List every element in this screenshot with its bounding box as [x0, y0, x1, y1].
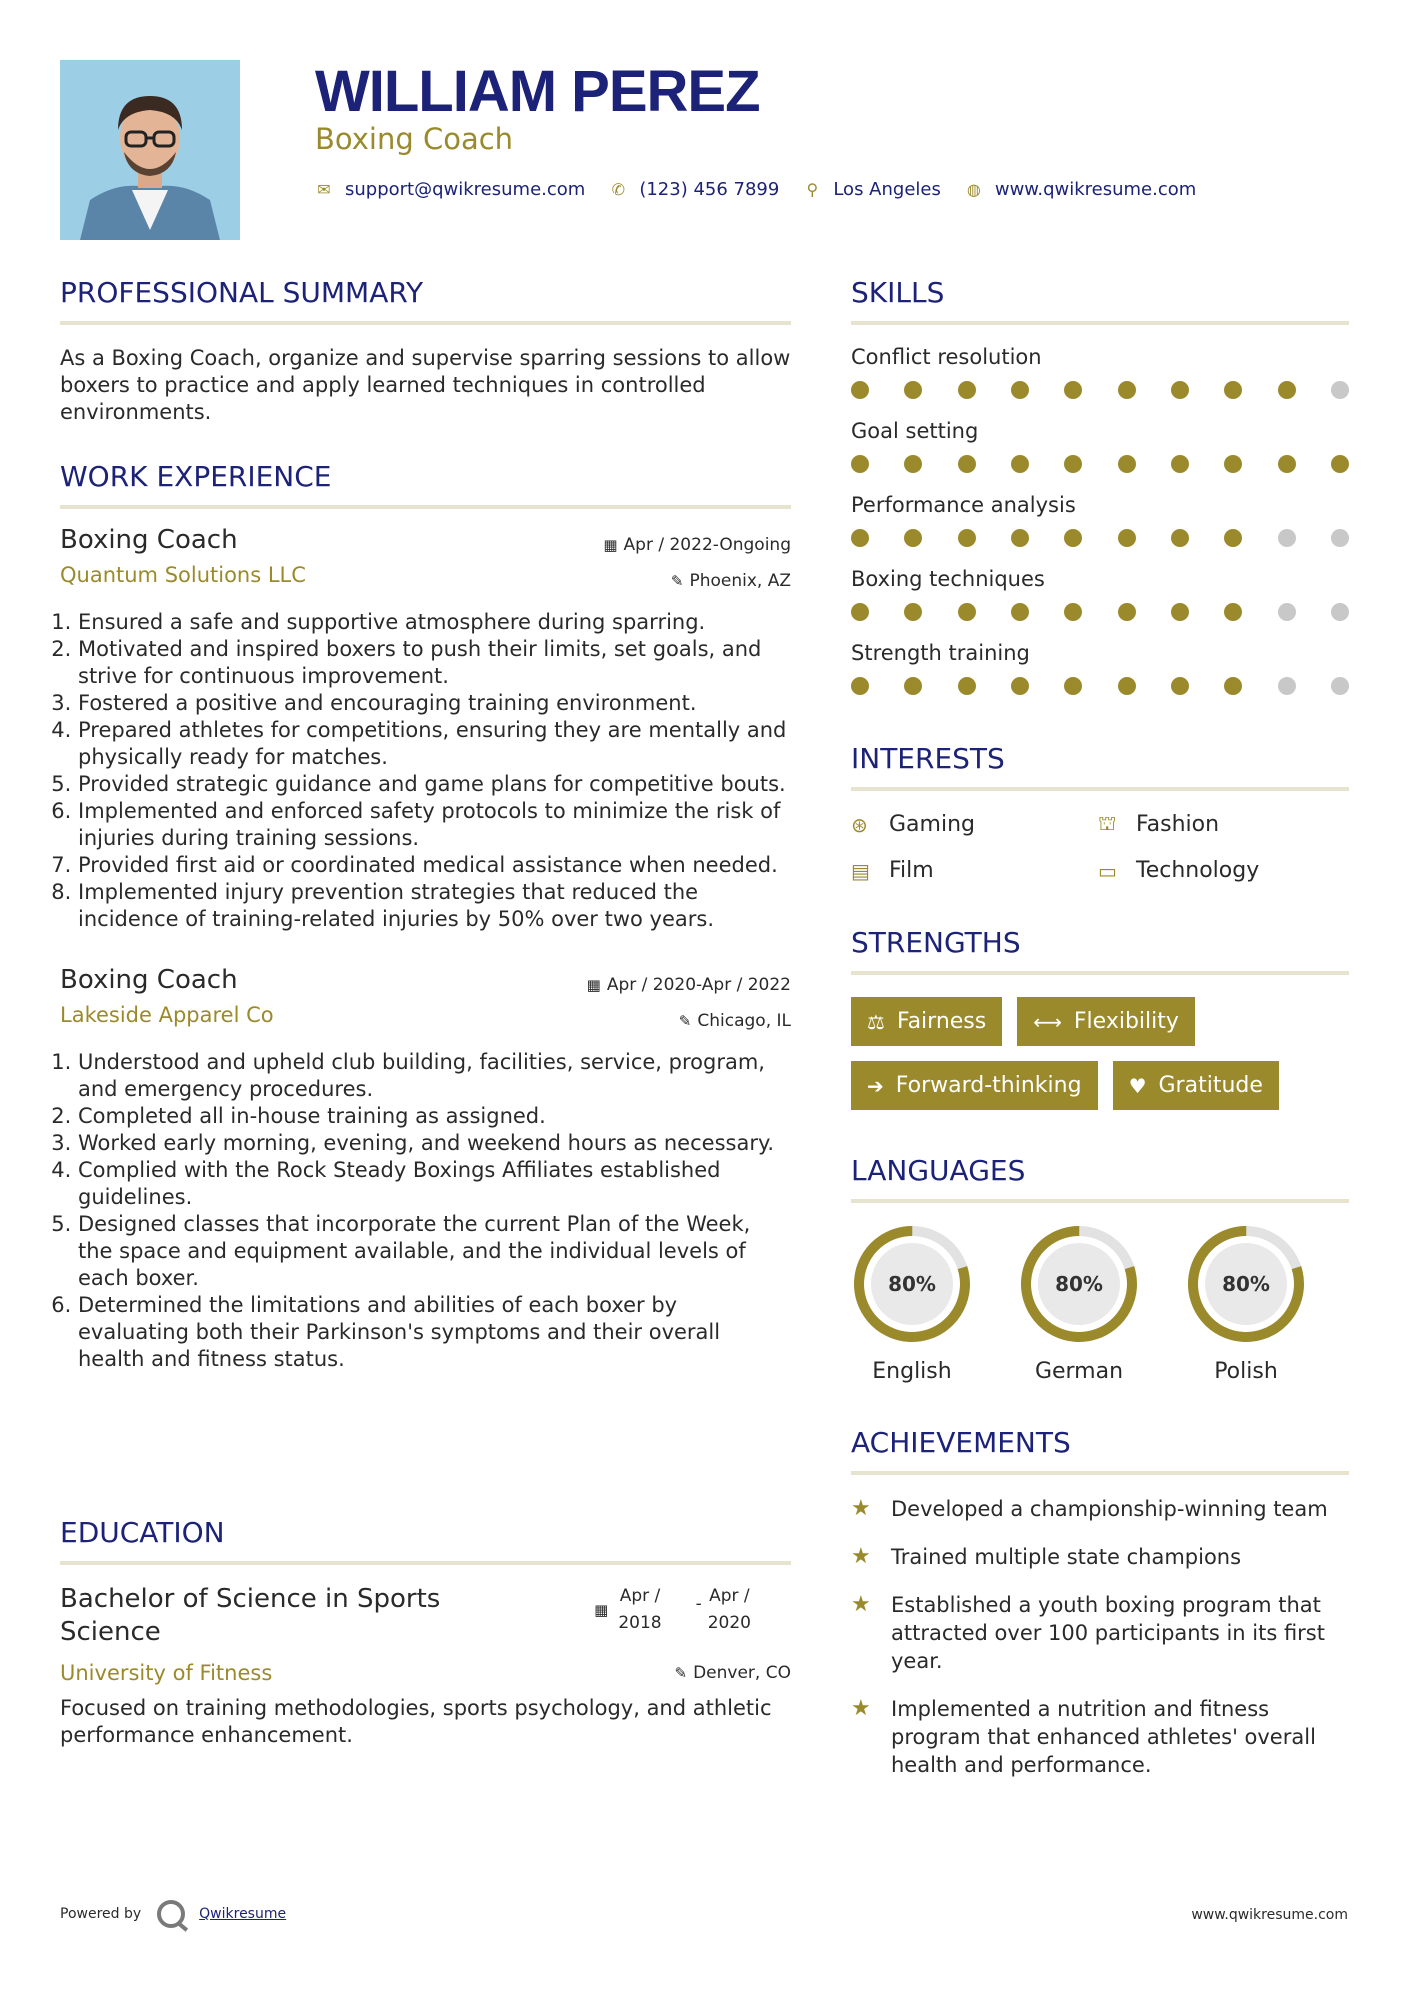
edu-end	[708, 1583, 751, 1637]
job-title: Boxing Coach	[60, 525, 238, 555]
skill-name: Strength training	[851, 641, 1030, 665]
education-text: Focused on training methodologies, sports psychology, and athletic performance enhancement.	[60, 1696, 772, 1747]
interest-item	[1098, 811, 1348, 838]
rating-dot-filled	[1011, 529, 1029, 547]
list-item: 6. Determined the limitations and abilities of each boxer by evaluating both their Parkinson's symptoms and their overall health and fitness status.	[78, 1292, 791, 1373]
summary-text: As a Boxing Coach, organize and supervise sparring sessions to allow boxers to practice and apply learned techniques in controlled environments.	[60, 346, 791, 424]
job-date-text: Apr / 2020-Apr / 2022	[606, 975, 791, 995]
qwikresume-logo-icon	[157, 1900, 185, 1928]
school-text: University of Fitness	[60, 1661, 273, 1685]
achievement-item	[851, 1543, 1349, 1571]
interest-label: Fashion	[1136, 812, 1220, 837]
strength-badges	[851, 997, 1349, 1110]
contact-website[interactable]: www.qwikresume.com	[994, 179, 1197, 200]
achievement-item	[851, 1495, 1349, 1523]
rating-dot-filled	[904, 529, 922, 547]
rating-dot-filled	[1118, 603, 1136, 621]
candidate-name: WILLIAM PEREZ	[315, 59, 760, 124]
contact-location: Los Angeles	[833, 179, 941, 200]
education-entry	[60, 1583, 791, 1749]
rating-dot-filled	[1224, 455, 1242, 473]
job-company: Quantum Solutions LLC	[60, 563, 306, 587]
arrows-horizontal-icon: ⟷	[1033, 1009, 1062, 1034]
rating-dot-filled	[1064, 677, 1082, 695]
job-location	[671, 571, 791, 591]
profile-photo	[60, 60, 240, 240]
languages-list	[851, 1223, 1349, 1384]
languages-section	[851, 1154, 1349, 1384]
achievement-text: Trained multiple state champions	[891, 1545, 1242, 1569]
language-percent: 80%	[888, 1272, 936, 1296]
school-name	[60, 1661, 791, 1685]
map-pin-icon: ⚲	[806, 180, 819, 199]
strength-badge	[851, 997, 1002, 1046]
skill-rating	[851, 677, 1349, 695]
section-title-achievements: ACHIEVEMENTS	[851, 1426, 1349, 1475]
contact-bar	[315, 179, 1220, 200]
rating-dot-empty	[1278, 603, 1296, 621]
rating-dot-empty	[1331, 603, 1349, 621]
job-date	[587, 975, 791, 995]
skill-name: Performance analysis	[851, 493, 1076, 517]
skill-name: Goal setting	[851, 419, 979, 443]
achievements-list	[851, 1495, 1349, 1779]
job-location	[679, 1011, 791, 1031]
rating-dot-empty	[1331, 381, 1349, 399]
interest-label: Technology	[1136, 858, 1260, 883]
calendar-icon: ▦	[603, 536, 618, 554]
edu-start	[618, 1583, 661, 1637]
list-item: 8. Implemented injury prevention strategies that reduced the incidence of training-related injuries by 50% over two years.	[78, 879, 791, 933]
job-date-text: Apr / 2022-Ongoing	[623, 535, 791, 555]
skills-list	[851, 345, 1349, 695]
list-item: 1. Understood and upheld club building, facilities, service, program, and emergency procedures.	[78, 1049, 791, 1103]
rating-dot-filled	[1171, 455, 1189, 473]
rating-dot-filled	[958, 677, 976, 695]
section-title-interests: INTERESTS	[851, 742, 1349, 791]
rating-dot-filled	[958, 381, 976, 399]
section-title-summary: PROFESSIONAL SUMMARY	[60, 276, 791, 325]
rating-dot-filled	[1118, 677, 1136, 695]
rating-dot-filled	[1064, 381, 1082, 399]
job-location-text: Chicago, IL	[697, 1011, 791, 1031]
interests-grid	[851, 811, 1349, 883]
skill-name: Conflict resolution	[851, 345, 1042, 369]
rating-dot-filled	[904, 455, 922, 473]
star-icon: ★	[851, 1544, 871, 1569]
rating-dot-empty	[1331, 529, 1349, 547]
rating-dot-empty	[1278, 529, 1296, 547]
star-icon: ★	[851, 1696, 871, 1721]
laptop-icon: ▭	[1098, 858, 1117, 883]
rating-dot-filled	[1224, 677, 1242, 695]
list-item: 7. Provided first aid or coordinated medical assistance when needed.	[78, 852, 791, 879]
degree-line: Bachelor of Science in Sports	[60, 1584, 441, 1614]
language-item	[1185, 1223, 1307, 1384]
rating-dot-filled	[1118, 529, 1136, 547]
rating-dot-filled	[1064, 603, 1082, 621]
rating-dot-filled	[851, 381, 869, 399]
rating-dot-filled	[1064, 455, 1082, 473]
powered-by-text: Powered by	[60, 1906, 142, 1922]
achievements-section	[851, 1426, 1349, 1779]
strength-badge	[1017, 997, 1195, 1046]
language-ring	[1018, 1223, 1140, 1345]
language-ring	[851, 1223, 973, 1345]
language-percent: 80%	[1055, 1272, 1103, 1296]
degree-line: Science	[60, 1617, 161, 1647]
footer-url[interactable]: www.qwikresume.com	[1191, 1907, 1348, 1923]
language-name: English	[872, 1359, 952, 1384]
list-item: 2. Motivated and inspired boxers to push their limits, set goals, and strive for continuous improvement.	[78, 636, 791, 690]
brand-link[interactable]: Qwikresume	[199, 1906, 287, 1922]
job-location-text: Phoenix, AZ	[689, 571, 791, 591]
shopping-bag-icon: ⛫	[1098, 811, 1117, 835]
globe-icon: ◍	[966, 180, 981, 199]
arrow-right-icon: ➔	[867, 1073, 884, 1098]
rating-dot-filled	[1224, 381, 1242, 399]
contact-phone[interactable]: (123) 456 7899	[639, 179, 780, 200]
rating-dot-filled	[851, 677, 869, 695]
date-dash: -	[695, 1594, 702, 1614]
strength-label: Forward-thinking	[895, 1073, 1082, 1098]
interest-label: Gaming	[889, 812, 975, 837]
job-title: Boxing Coach	[60, 965, 238, 995]
rating-dot-filled	[958, 603, 976, 621]
list-item: 3. Worked early morning, evening, and weekend hours as necessary.	[78, 1130, 791, 1157]
rating-dot-filled	[1118, 381, 1136, 399]
list-item: 3. Fostered a positive and encouraging training environment.	[78, 690, 791, 717]
rating-dot-filled	[958, 529, 976, 547]
list-item: 5. Designed classes that incorporate the current Plan of the Week, the space and equipment available, and the individual levels of each boxer.	[78, 1211, 791, 1292]
rating-dot-filled	[1011, 455, 1029, 473]
rating-dot-empty	[1331, 677, 1349, 695]
rating-dot-filled	[1011, 603, 1029, 621]
language-item	[851, 1223, 973, 1384]
skills-section	[851, 276, 1349, 715]
achievement-text: Implemented a nutrition and fitness program that enhanced athletes' overall health and performance.	[891, 1697, 1316, 1777]
candidate-role: Boxing Coach	[315, 122, 514, 156]
list-item: 4. Prepared athletes for competitions, ensuring they are mentally and physically ready for matches.	[78, 717, 791, 771]
interest-item	[1098, 858, 1348, 883]
rating-dot-filled	[1011, 381, 1029, 399]
rating-dot-filled	[1118, 455, 1136, 473]
scale-icon: ⚖	[867, 1009, 885, 1034]
skill-rating	[851, 603, 1349, 621]
interest-item	[851, 858, 1098, 883]
calendar-icon: ▦	[586, 976, 601, 994]
rating-dot-filled	[1171, 603, 1189, 621]
pin-icon: ✎	[678, 1012, 692, 1030]
skill-name: Boxing techniques	[851, 567, 1045, 591]
rating-dot-filled	[958, 455, 976, 473]
rating-dot-filled	[1331, 455, 1349, 473]
rating-dot-filled	[851, 529, 869, 547]
list-item: 5. Provided strategic guidance and game plans for competitive bouts.	[78, 771, 791, 798]
list-item: 1. Ensured a safe and supportive atmosphere during sparring.	[78, 609, 791, 636]
achievement-item	[851, 1695, 1349, 1779]
section-title-languages: LANGUAGES	[851, 1154, 1349, 1203]
rating-dot-filled	[1171, 381, 1189, 399]
job-entry	[60, 965, 791, 1373]
education-date	[594, 1583, 751, 1637]
pin-icon: ✎	[670, 572, 684, 590]
job-entry	[60, 525, 791, 933]
rating-dot-filled	[851, 455, 869, 473]
star-icon: ★	[851, 1496, 871, 1521]
education-location-text: Denver, CO	[693, 1663, 791, 1683]
language-name: German	[1034, 1359, 1124, 1384]
language-percent: 80%	[1222, 1272, 1270, 1296]
pin-icon: ✎	[674, 1664, 688, 1682]
rating-dot-filled	[851, 603, 869, 621]
rating-dot-filled	[1278, 381, 1296, 399]
list-item: 2. Completed all in-house training as assigned.	[78, 1103, 791, 1130]
rating-dot-filled	[1278, 455, 1296, 473]
rating-dot-filled	[904, 381, 922, 399]
strength-label: Fairness	[896, 1009, 987, 1034]
edu-end-year: 2020	[707, 1613, 751, 1633]
list-item: 4. Complied with the Rock Steady Boxings Affiliates established guidelines.	[78, 1157, 791, 1211]
achievement-item	[851, 1591, 1349, 1675]
rating-dot-empty	[1278, 677, 1296, 695]
skill-rating	[851, 529, 1349, 547]
education-section	[60, 1516, 791, 1749]
star-icon: ★	[851, 1592, 871, 1617]
interest-label: Film	[889, 858, 934, 883]
language-item	[1018, 1223, 1140, 1384]
phone-icon: ✆	[611, 180, 626, 199]
rating-dot-filled	[1224, 529, 1242, 547]
rating-dot-filled	[904, 677, 922, 695]
gamepad-icon: ⊛	[851, 812, 868, 837]
section-title-education: EDUCATION	[60, 1516, 791, 1565]
section-title-skills: SKILLS	[851, 276, 1349, 325]
edu-start-year: 2018	[618, 1613, 662, 1633]
list-item: 6. Implemented and enforced safety protocols to minimize the risk of injuries during training sessions.	[78, 798, 791, 852]
job-company: Lakeside Apparel Co	[60, 1003, 274, 1027]
rating-dot-filled	[1171, 677, 1189, 695]
film-icon: ▤	[851, 858, 870, 883]
section-title-experience: WORK EXPERIENCE	[60, 460, 791, 509]
strength-badge	[1113, 1061, 1279, 1110]
education-location	[675, 1663, 791, 1683]
rating-dot-filled	[1224, 603, 1242, 621]
calendar-icon: ▦	[594, 1601, 609, 1619]
rating-dot-filled	[1011, 677, 1029, 695]
interest-item	[851, 811, 1098, 838]
achievement-text: Developed a championship-winning team	[891, 1497, 1328, 1521]
footer-powered-by	[60, 1900, 286, 1928]
edu-end-month: Apr /	[709, 1586, 750, 1606]
contact-email[interactable]: support@qwikresume.com	[345, 179, 586, 200]
skill-rating	[851, 455, 1349, 473]
job-bullets	[60, 609, 791, 933]
strength-label: Gratitude	[1158, 1073, 1263, 1098]
rating-dot-filled	[1064, 529, 1082, 547]
job-bullets	[60, 1049, 791, 1373]
skill-rating	[851, 381, 1349, 399]
envelope-icon: ✉	[317, 180, 331, 199]
achievement-text: Established a youth boxing program that attracted over 100 participants in its first year.	[891, 1593, 1325, 1673]
interests-section	[851, 742, 1349, 883]
language-ring	[1185, 1223, 1307, 1345]
experience-section	[60, 460, 791, 1373]
rating-dot-filled	[1171, 529, 1189, 547]
strength-badge	[851, 1061, 1098, 1110]
section-title-strengths: STRENGTHS	[851, 926, 1349, 975]
rating-dot-filled	[904, 603, 922, 621]
language-name: Polish	[1214, 1359, 1278, 1384]
summary-section	[60, 276, 791, 426]
job-date	[603, 535, 791, 555]
edu-start-month: Apr /	[619, 1586, 661, 1606]
strengths-section	[851, 926, 1349, 1110]
heart-icon: ♥	[1128, 1073, 1147, 1098]
strength-label: Flexibility	[1073, 1009, 1179, 1034]
